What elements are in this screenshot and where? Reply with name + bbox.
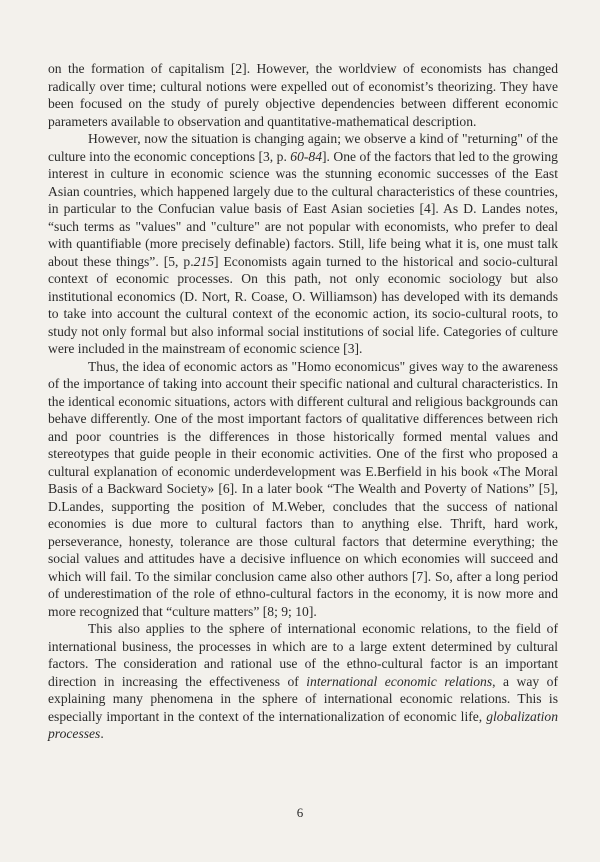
text-segment-italic: international economic relations: [306, 673, 493, 689]
text-segment-italic: globalization processes: [48, 708, 558, 741]
paragraph-4: [48, 620, 558, 743]
text-segment-italic: 60-84: [290, 148, 323, 164]
text-segment: However, now the situation is changing again; we observe a kind of "returning" of the culture into the economic conceptions [3, p.: [48, 131, 558, 164]
text-segment: .: [100, 726, 104, 741]
paragraph-1: [48, 60, 558, 130]
text-segment: on the formation of capitalism [2]. However, the worldview of economists has changed radically over time; cultural notions were expelled out of economist’s theorizing. They have been focused on the study of purely objective dependencies between different economic parameters available to observation and quantitative-mathematical description.: [48, 61, 558, 129]
text-segment: ]. One of the factors that led to the growing interest in culture in economic science was the stunning economic successes of the East Asian countries, which happened largely due to the cultural characteristics of these countries, in particular to the Confucian value basis of East Asian societies [4]. As D. Landes notes, “such terms as "values" and "culture" are not popular with economists, who prefer to deal with quantifiable (more precisely definable) factors. Still, life being what it is, one must talk about these things”. [5, p.: [48, 148, 558, 269]
text-segment: This also applies to the sphere of international economic relations, to the field of international business, the processes in which are to a large extent determined by cultural factors. The consideration and rational use of the ethno-cultural factor is an important direction in increasing the effectiveness of: [48, 621, 558, 689]
page-number: 6: [296, 805, 304, 820]
text-segment: Thus, the idea of economic actors as "Homo economicus" gives way to the awareness of the importance of taking into account their specific national and cultural characteristics. In the identical economic situations, actors with different cultural and religious backgrounds can behave differently. One of the most important factors of qualitative differences between rich and poor countries is the differences in those historically formed mental values and stereotypes that guide people in their economic activities. One of the first who proposed a cultural explanation of economic underdevelopment was E.Berfield in his book «The Moral Basis of a Backward Society» [6]. In a later book “The Wealth and Poverty of Nations” [5], D.Landes, supporting the position of M.Weber, concludes that the success of national economies is due more to cultural factors than to anything else. Thrift, hard work, perseverance, honesty, tolerance are those cultural factors that determine everything; the social values and attitudes have a decisive influence on which economies will succeed and which will fail. To the similar conclusion came also other authors [7]. So, after a long period of underestimation of the role of ethno-cultural factors in the economy, it is now more and more recognized that “culture matters” [8; 9; 10].: [48, 358, 558, 619]
document-body: [48, 60, 558, 743]
paragraph-2: [48, 130, 558, 358]
text-segment: , a way of explaining many phenomena in the sphere of international economic relations. This is especially important in the context of the internationalization of economic life,: [48, 673, 559, 724]
paragraph-3: [48, 358, 558, 621]
text-segment: ] Economists again turned to the historical and socio-cultural context of economic processes. On this path, not only economic sociology but also institutional economics (D. Nort, R. Coase, O. Williamson) has developed with its demands to take into account the cultural context of the economic action, its socio-cultural roots, to study not only formal but also informal social institutions of social life. Categories of culture were included in the mainstream of economic science [3].: [48, 253, 558, 356]
text-segment-italic: 215: [193, 253, 214, 269]
